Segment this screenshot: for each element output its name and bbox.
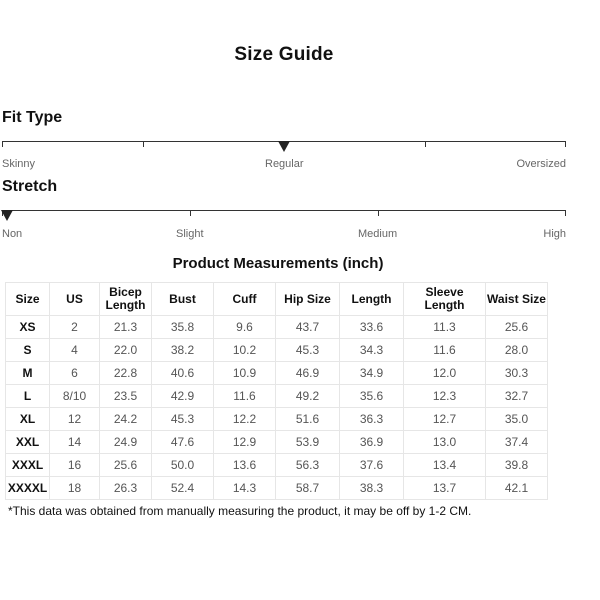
cell-cuff: 12.9 (214, 431, 276, 454)
header-sleeve-length: Sleeve Length (404, 283, 486, 316)
cell-bicep-length: 22.0 (100, 339, 152, 362)
stretch-label-non: Non (2, 228, 23, 240)
table-row (6, 385, 548, 408)
cell-hip-size: 45.3 (276, 339, 340, 362)
cell-sleeve-length: 12.3 (404, 385, 486, 408)
footnote: *This data was obtained from manually measuring the product, it may be off by 1-2 CM. (8, 504, 472, 518)
cell-sleeve-length: 12.7 (404, 408, 486, 431)
cell-sleeve-length: 12.0 (404, 362, 486, 385)
cell-bicep-length: 21.3 (100, 316, 152, 339)
cell-bust: 38.2 (152, 339, 214, 362)
page-title: Size Guide (234, 44, 334, 65)
cell-bust: 52.4 (152, 477, 214, 500)
header-cuff: Cuff (214, 283, 276, 316)
measurements-table (5, 282, 548, 500)
cell-hip-size: 43.7 (276, 316, 340, 339)
cell-waist-size: 35.0 (486, 408, 548, 431)
cell-us: 6 (50, 362, 100, 385)
fit-type-scale (2, 141, 566, 151)
header-waist-size: Waist Size (486, 283, 548, 316)
cell-bicep-length: 23.5 (100, 385, 152, 408)
table-row (6, 408, 548, 431)
cell-size: XS (6, 316, 50, 339)
cell-length: 36.3 (340, 408, 404, 431)
cell-hip-size: 46.9 (276, 362, 340, 385)
fit-type-label: Fit Type (2, 109, 63, 126)
cell-size: XXXL (6, 454, 50, 477)
cell-waist-size: 30.3 (486, 362, 548, 385)
cell-waist-size: 28.0 (486, 339, 548, 362)
stretch-label-high: High (543, 228, 566, 240)
cell-bust: 40.6 (152, 362, 214, 385)
cell-size: S (6, 339, 50, 362)
cell-length: 38.3 (340, 477, 404, 500)
cell-cuff: 13.6 (214, 454, 276, 477)
cell-hip-size: 56.3 (276, 454, 340, 477)
header-length: Length (340, 283, 404, 316)
cell-bicep-length: 24.2 (100, 408, 152, 431)
cell-cuff: 10.2 (214, 339, 276, 362)
cell-us: 12 (50, 408, 100, 431)
cell-bicep-length: 22.8 (100, 362, 152, 385)
cell-bust: 50.0 (152, 454, 214, 477)
table-row (6, 362, 548, 385)
cell-bicep-length: 26.3 (100, 477, 152, 500)
cell-waist-size: 25.6 (486, 316, 548, 339)
cell-us: 4 (50, 339, 100, 362)
cell-cuff: 12.2 (214, 408, 276, 431)
cell-length: 34.9 (340, 362, 404, 385)
cell-length: 36.9 (340, 431, 404, 454)
cell-bust: 35.8 (152, 316, 214, 339)
cell-cuff: 9.6 (214, 316, 276, 339)
header-bust: Bust (152, 283, 214, 316)
cell-cuff: 11.6 (214, 385, 276, 408)
header-us: US (50, 283, 100, 316)
cell-us: 2 (50, 316, 100, 339)
cell-bust: 45.3 (152, 408, 214, 431)
cell-size: XXL (6, 431, 50, 454)
cell-bust: 47.6 (152, 431, 214, 454)
cell-us: 18 (50, 477, 100, 500)
cell-sleeve-length: 13.7 (404, 477, 486, 500)
cell-bust: 42.9 (152, 385, 214, 408)
stretch-label-medium: Medium (358, 228, 398, 240)
table-row (6, 339, 548, 362)
cell-length: 33.6 (340, 316, 404, 339)
cell-waist-size: 42.1 (486, 477, 548, 500)
header-size: Size (6, 283, 50, 316)
cell-length: 34.3 (340, 339, 404, 362)
cell-length: 37.6 (340, 454, 404, 477)
fit-type-scale-labels (2, 158, 568, 172)
cell-hip-size: 49.2 (276, 385, 340, 408)
stretch-label: Stretch (2, 178, 58, 195)
stretch-scale-labels (2, 228, 568, 242)
cell-hip-size: 58.7 (276, 477, 340, 500)
cell-cuff: 10.9 (214, 362, 276, 385)
cell-bicep-length: 24.9 (100, 431, 152, 454)
table-row (6, 431, 548, 454)
cell-cuff: 14.3 (214, 477, 276, 500)
cell-size: XXXXL (6, 477, 50, 500)
cell-size: L (6, 385, 50, 408)
cell-sleeve-length: 11.6 (404, 339, 486, 362)
cell-sleeve-length: 11.3 (404, 316, 486, 339)
fit-type-label-skinny: Skinny (2, 158, 36, 170)
cell-us: 16 (50, 454, 100, 477)
header-hip-size: Hip Size (276, 283, 340, 316)
table-header-row (6, 283, 548, 316)
header-bicep-length: Bicep Length (100, 283, 152, 316)
measurements-title: Product Measurements (inch) (172, 255, 384, 272)
stretch-scale (2, 210, 566, 220)
cell-size: XL (6, 408, 50, 431)
cell-size: M (6, 362, 50, 385)
fit-type-marker-icon (278, 141, 290, 152)
table-row (6, 454, 548, 477)
stretch-label-slight: Slight (176, 228, 204, 240)
cell-length: 35.6 (340, 385, 404, 408)
table-row (6, 477, 548, 500)
cell-us: 8/10 (50, 385, 100, 408)
cell-waist-size: 37.4 (486, 431, 548, 454)
fit-type-label-oversized: Oversized (516, 158, 566, 170)
cell-waist-size: 39.8 (486, 454, 548, 477)
cell-sleeve-length: 13.4 (404, 454, 486, 477)
table-row (6, 316, 548, 339)
cell-hip-size: 53.9 (276, 431, 340, 454)
cell-waist-size: 32.7 (486, 385, 548, 408)
stretch-marker-icon (1, 210, 13, 221)
cell-bicep-length: 25.6 (100, 454, 152, 477)
fit-type-label-regular: Regular (265, 158, 304, 170)
cell-sleeve-length: 13.0 (404, 431, 486, 454)
cell-us: 14 (50, 431, 100, 454)
cell-hip-size: 51.6 (276, 408, 340, 431)
